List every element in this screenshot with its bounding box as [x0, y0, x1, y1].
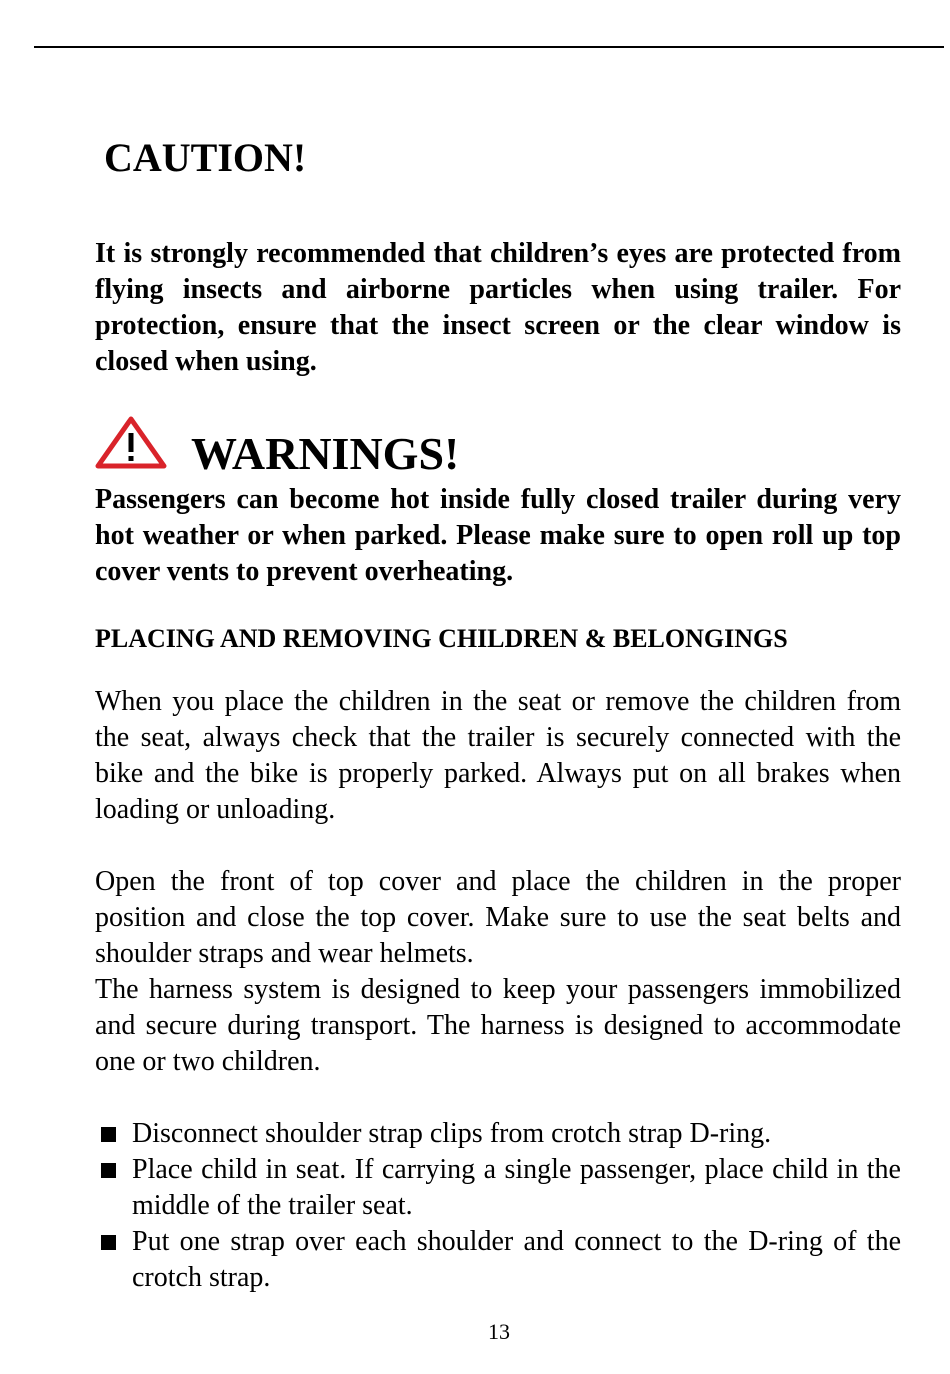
square-bullet-icon — [101, 1163, 116, 1178]
warnings-header — [95, 414, 901, 484]
warnings-text: Passengers can become hot inside fully closed trailer during very hot weather or when parked. Please make sure to open roll up top cover vents to prevent overheating. — [95, 484, 901, 587]
square-bullet-icon — [101, 1235, 116, 1250]
caution-title: CAUTION! — [104, 135, 307, 180]
header-rule — [34, 46, 944, 48]
list-item-text: Disconnect shoulder strap clips from crotch strap D-ring. — [132, 1118, 772, 1149]
list-item — [95, 1224, 901, 1296]
loading-paragraph: When you place the children in the seat or remove the children from the seat, always check that the trailer is securely connected with the bike and the bike is properly parked. Always put on all brakes when loading or unloading. — [95, 686, 901, 825]
list-item — [95, 1116, 901, 1152]
warning-triangle-icon — [95, 416, 167, 470]
top-cover-paragraph: Open the front of top cover and place the children in the proper position and close the top cover. Make sure to use the seat belts and shoulder straps and wear helmets. — [95, 866, 901, 969]
harness-paragraph: The harness system is designed to keep your passengers immobilized and secure during transport. The harness is designed to accommodate one or two children. — [95, 974, 901, 1077]
page-number: 13 — [488, 1319, 510, 1344]
list-item-text: Put one strap over each shoulder and connect to the D-ring of the crotch strap. — [132, 1226, 901, 1293]
list-item — [95, 1152, 901, 1224]
warnings-title: WARNINGS! — [191, 428, 460, 479]
harness-steps-list — [95, 1116, 901, 1296]
caution-text: It is strongly recommended that children’s eyes are protected from flying insects and airborne particles when using trailer. For protection, ensure that the insect screen or the clear window is closed when using. — [95, 238, 901, 377]
section-heading: PLACING AND REMOVING CHILDREN & BELONGINGS — [95, 624, 788, 653]
list-item-text: Place child in seat. If carrying a single passenger, place child in the middle of the trailer seat. — [132, 1154, 901, 1221]
square-bullet-icon — [101, 1127, 116, 1142]
